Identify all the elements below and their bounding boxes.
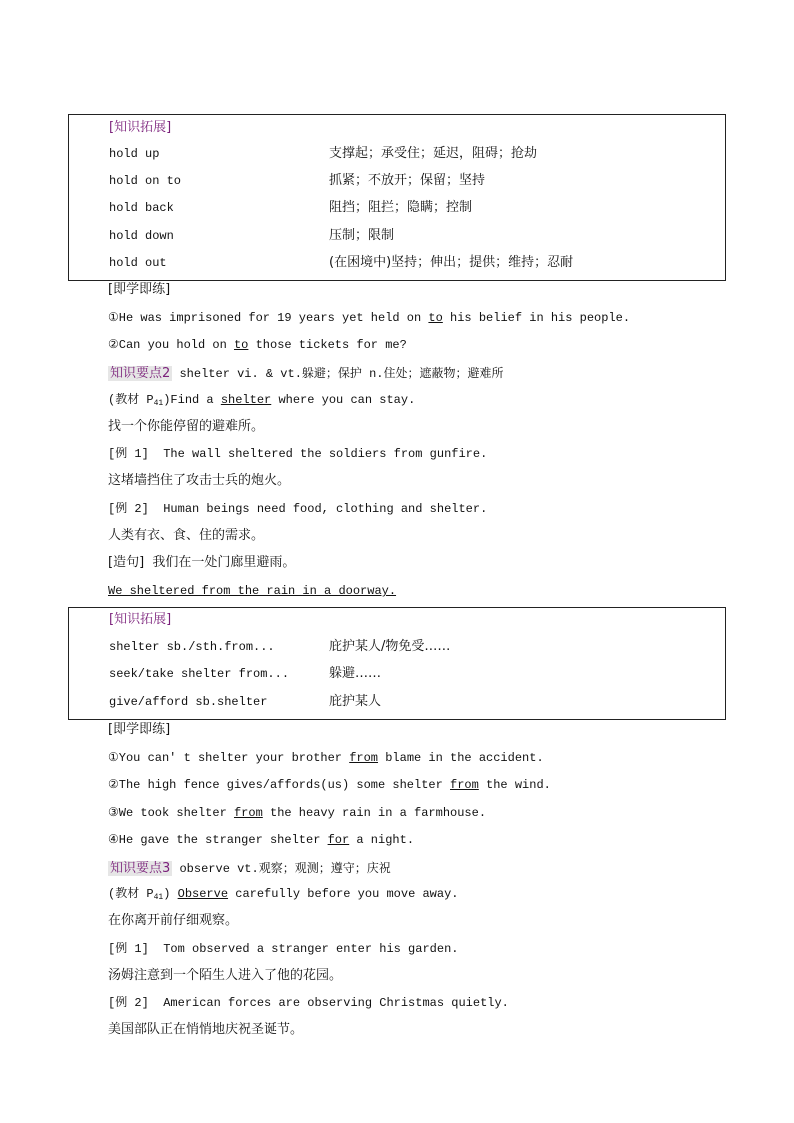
knowledge-point-tag: 知识要点2 [110,366,171,381]
make-sentence-answer: We sheltered from the rain in a doorway. [108,584,397,598]
phrase-cn: 支撑起；承受住；延迟，阻碍；抢劫 [329,146,538,161]
phrase-cn: 躲避…… [329,666,382,681]
example-label: [例 1] [108,942,149,956]
example-2 [108,499,487,519]
knowledge-box-hold [68,114,726,281]
example-label: [例 1] [108,447,149,461]
sentence-text: the heavy rain in a farmhouse. [262,806,487,820]
knowledge-point-tag: 知识要点3 [110,861,171,876]
knowledge-point-heading [108,857,391,877]
phrase-cn: 阻挡；阻拦；隐瞒；控制 [329,200,473,215]
phrase-cn: 压制；限制 [329,228,395,243]
make-sentence-prompt: 我们在一处门廊里避雨。 [152,555,296,570]
example-2 [108,993,509,1013]
sentence-text: his belief in his people. [442,311,631,325]
practice-sentence [108,775,551,795]
answer-blank: from [233,806,263,820]
source-text: carefully before you move away. [228,887,459,901]
practice-header: [即学即练] [108,282,171,297]
phrase-cn: 庇护某人/物免受…… [329,639,451,654]
answer-blank: to [428,311,443,325]
source-translation: 找一个你能停留的避难所。 [108,419,265,434]
phrase-en: hold back [109,201,174,215]
example-translation: 汤姆注意到一个陌生人进入了他的花园。 [108,968,343,983]
phrase-en: seek/take shelter from... [109,667,290,681]
phrase-en: give/afford sb.shelter [109,695,268,709]
example-1 [108,444,487,464]
knowledge-point-heading [108,362,504,382]
source-text: )Find a [163,393,221,407]
practice-sentence [108,830,414,850]
practice-header: [即学即练] [108,722,171,737]
example-text: American forces are observing Christmas quietly. [163,996,509,1010]
sentence-text: ①You can' t shelter your brother [108,751,350,765]
box-header: [知识拓展] [109,120,172,135]
source-text: ) [163,887,178,901]
source-text: where you can stay. [271,393,416,407]
phrase-cn: 抓紧；不放开；保留；坚持 [329,173,486,188]
sentence-text: ①He was imprisoned for 19 years yet held on [108,311,429,325]
sentence-text: ③We took shelter [108,806,234,820]
answer-blank: to [233,338,249,352]
make-sentence-label: [造句] [108,555,145,570]
example-text: Human beings need food, clothing and shelter. [163,502,488,516]
practice-sentence [108,803,486,823]
phrase-en: hold on to [109,174,182,188]
example-translation: 美国部队正在悄悄地庆祝圣诞节。 [108,1022,304,1037]
textbook-source [108,390,415,410]
practice-sentence [108,748,544,768]
source-translation: 在你离开前仔细观察。 [108,913,239,928]
phrase-cn: 庇护某人 [329,694,382,709]
box-header: [知识拓展] [109,612,172,627]
answer-blank: from [450,778,479,792]
sentence-text: a night. [349,833,415,847]
sentence-text: the wind. [478,778,551,792]
phrase-en: hold up [109,147,160,161]
phrase-en: hold down [109,229,174,243]
example-1 [108,939,458,959]
make-sentence [108,553,295,573]
phrase-en: shelter sb./sth.from... [109,640,275,654]
page-subscript: 41 [153,893,164,902]
practice-sentence [108,335,407,355]
sentence-text: those tickets for me? [248,338,407,352]
sentence-text: ②The high fence gives/affords(us) some shelter [108,778,451,792]
key-word: Observe [177,887,229,901]
source-label: (教材 P [108,393,154,407]
knowledge-point-title: observe vt.观察；观测；遵守；庆祝 [172,862,391,876]
knowledge-box-shelter [68,607,726,720]
phrase-cn: (在困境中)坚持；伸出；提供；维持；忍耐 [329,255,574,270]
key-word: shelter [220,393,272,407]
example-label: [例 2] [108,996,149,1010]
example-translation: 这堵墙挡住了攻击士兵的炮火。 [108,473,291,488]
page-subscript: 41 [153,399,164,408]
answer-blank: from [349,751,379,765]
sentence-text: ④He gave the stranger shelter [108,833,328,847]
sentence-text: ②Can you hold on [108,338,234,352]
example-translation: 人类有衣、食、住的需求。 [108,528,265,543]
practice-sentence [108,308,630,328]
knowledge-point-title: shelter vi. & vt.躲避；保护 n.住处；遮蔽物；避难所 [172,367,504,381]
source-label: (教材 P [108,887,154,901]
answer-blank: for [327,833,350,847]
example-text: Tom observed a stranger enter his garden. [163,942,459,956]
sentence-text: blame in the accident. [378,751,544,765]
textbook-source [108,884,458,904]
example-label: [例 2] [108,502,149,516]
example-text: The wall sheltered the soldiers from gunfire. [163,447,488,461]
phrase-en: hold out [109,256,167,270]
